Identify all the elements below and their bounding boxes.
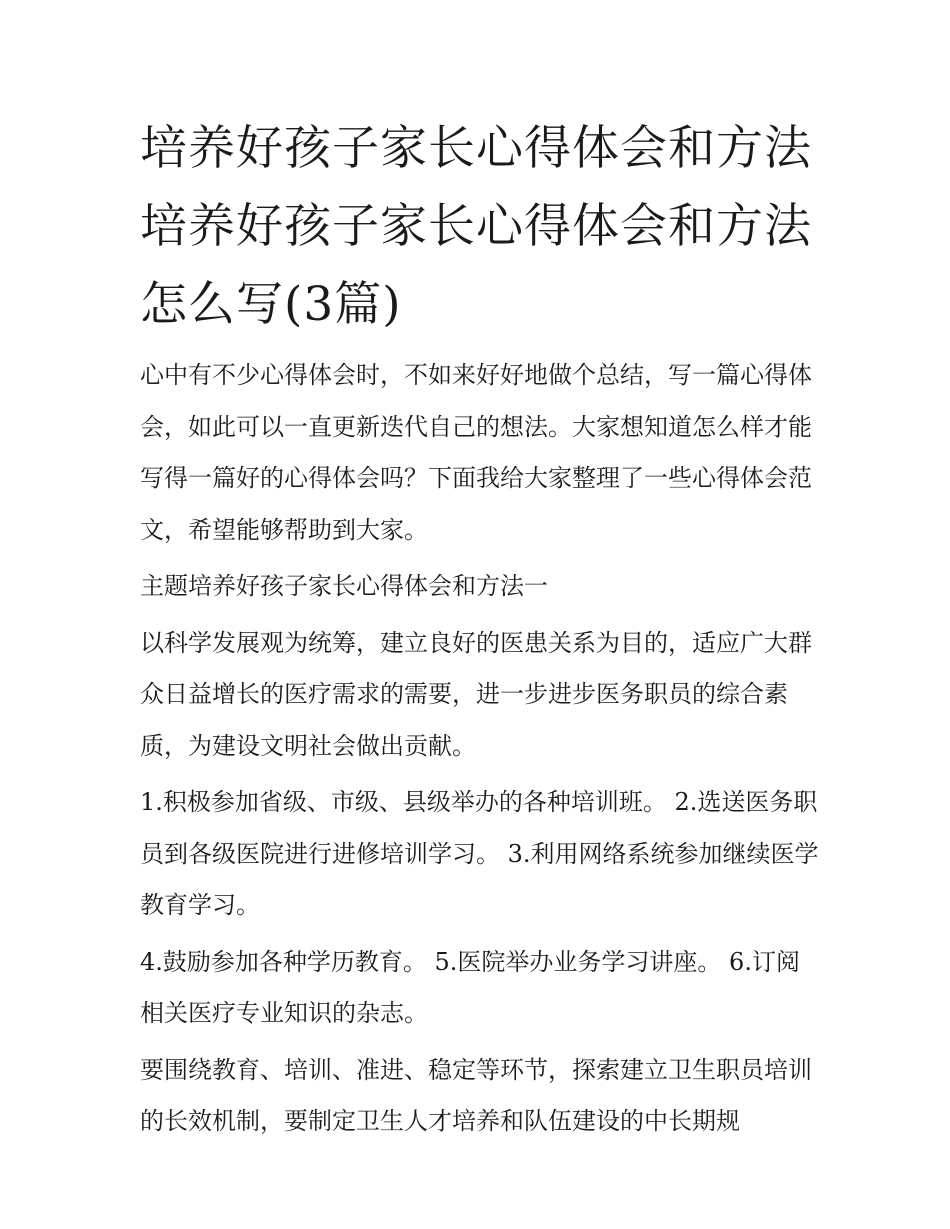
document-title: 培养好孩子家长心得体会和方法 培养好孩子家长心得体会和方法怎么写(3篇) [140, 121, 812, 332]
section-heading: 主题培养好孩子家长心得体会和方法一 [140, 572, 548, 600]
list-paragraph: 1.积极参加省级、市级、县级举办的各种培训班。 2.选送医务职员到各级医院进行进修培训学习。 3.利用网络系统参加继续医学教育学习。 [140, 788, 819, 919]
intro-paragraph: 心中有不少心得体会时，不如来好好地做个总结，写一篇心得体会，如此可以一直更新迭代自己的想法。大家想知道怎么样才能写得一篇好的心得体会吗？下面我给大家整理了一些心得体会范文，希望能够帮助到大家。 [140, 361, 812, 544]
document-body [140, 350, 820, 1153]
body-paragraph: 要围绕教育、培训、准进、稳定等环节，探索建立卫生职员培训的长效机制，要制定卫生人才培养和队伍建设的中长期规 [140, 1055, 812, 1135]
list-paragraph: 4.鼓励参加各种学历教育。 5.医院举办业务学习讲座。 6.订阅相关医疗专业知识的杂志。 [140, 947, 800, 1027]
body-paragraph: 以科学发展观为统筹，建立良好的医患关系为目的，适应广大群众日益增长的医疗需求的需要，进一步进步医务职员的综合素质，为建设文明社会做出贡献。 [140, 628, 812, 760]
